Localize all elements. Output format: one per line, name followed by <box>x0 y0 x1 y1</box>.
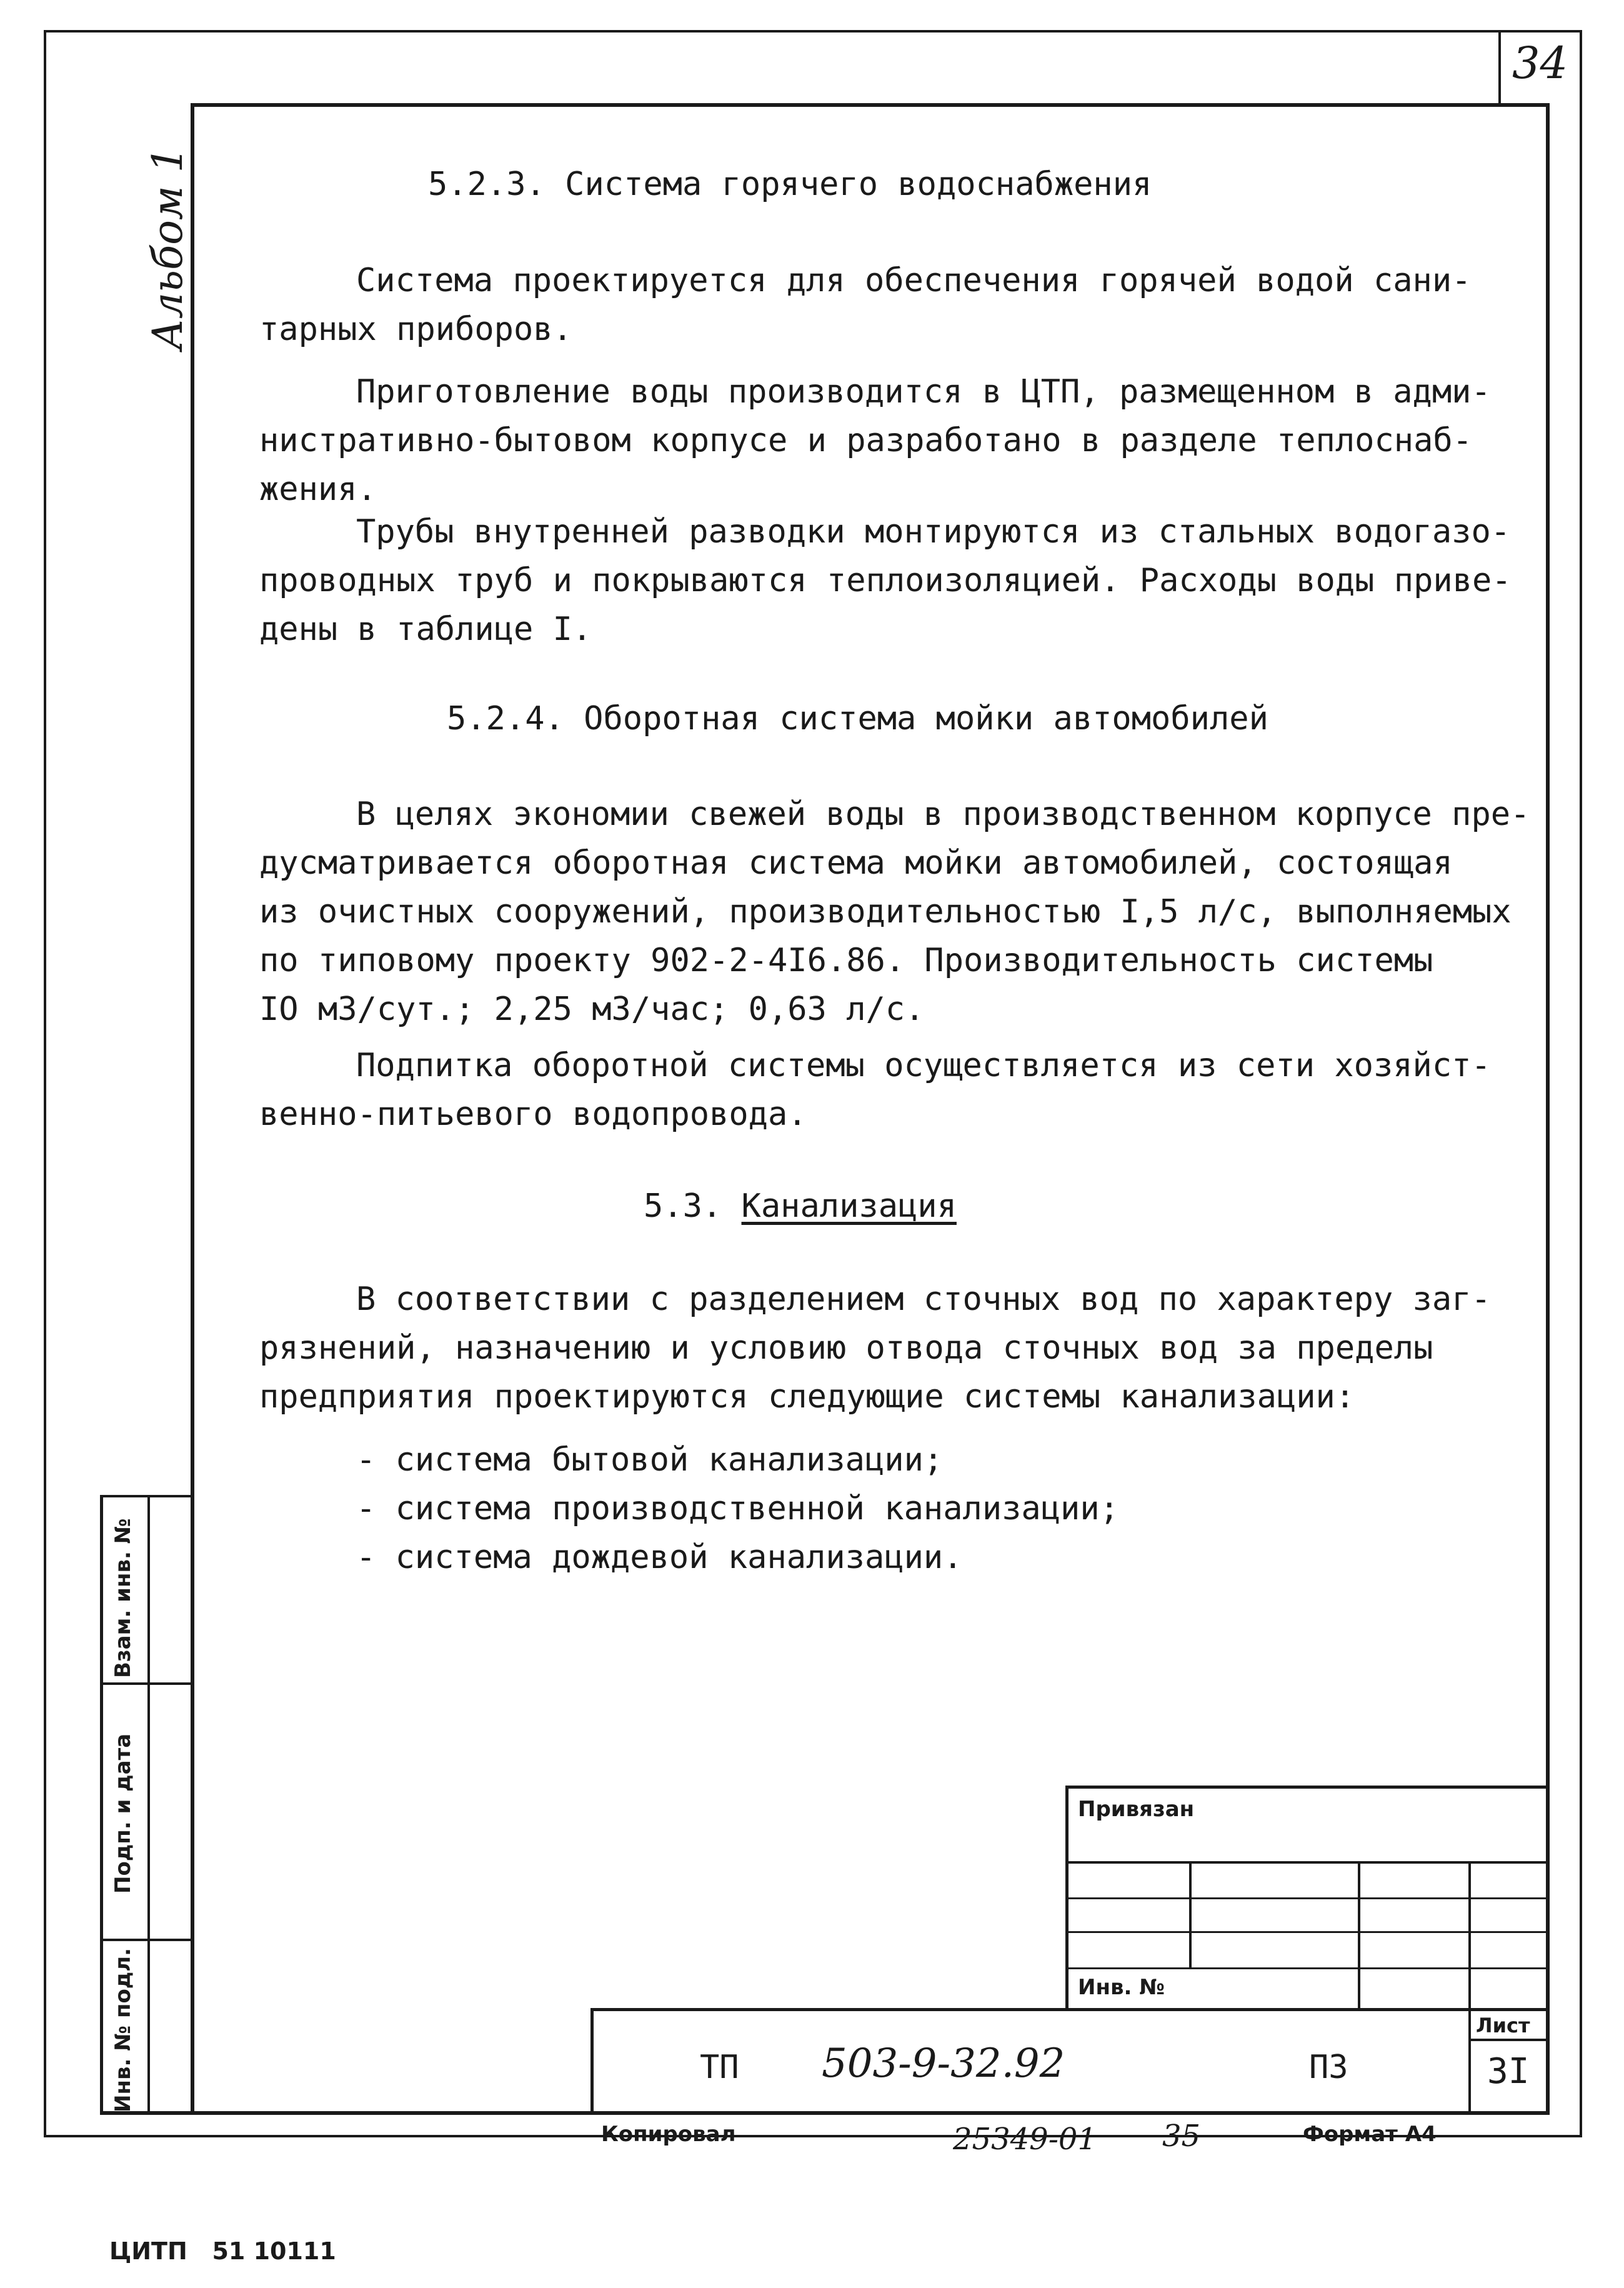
inv-no-label: Инв. № <box>1078 1975 1165 2000</box>
title-block-lower-left <box>590 2008 594 2114</box>
sheet-box-divider <box>1468 2039 1550 2041</box>
text-line: тарных приборов. <box>259 311 572 348</box>
footer-handwritten-number: 25349-01 <box>953 2122 1097 2157</box>
title-block-grid-v2 <box>1358 1861 1360 2011</box>
text-line: дены в таблице I. <box>259 611 592 648</box>
text-line: нистративно-бытовом корпусе и разработано в разделе теплоснаб- <box>259 422 1473 459</box>
outer-frame-right <box>1580 30 1582 2136</box>
title-block-grid-h2 <box>1065 1897 1550 1899</box>
side-stamp-inv-podl: Инв. № подл. <box>111 1947 136 2112</box>
inner-frame-left <box>191 103 194 2114</box>
sewerage-system-list <box>356 1436 1119 1582</box>
inner-frame-top <box>191 103 1550 107</box>
paragraph-hot-water-2 <box>259 367 1491 514</box>
title-block-lower-top <box>590 2008 1550 2011</box>
heading-car-wash: 5.2.4. Оборотная система мойки автомобилей <box>447 700 1268 737</box>
text-line: предприятия проектируются следующие системы канализации: <box>259 1378 1355 1416</box>
inner-frame-bottom <box>100 2111 1550 2115</box>
list-item: - система дождевой канализации. <box>356 1539 963 1576</box>
handwritten-page-number: 34 <box>1512 37 1568 89</box>
heading-sewerage-number: 5.3. <box>644 1187 722 1225</box>
text-line: из очистных сооружений, производительностью I,5 л/с, выполняемых <box>259 893 1512 931</box>
kopiroval-label: Копировал <box>601 2122 736 2147</box>
text-line: В соответствии с разделением сточных вод по характеру заг- <box>356 1281 1491 1318</box>
footer-handwritten-page: 35 <box>1162 2119 1201 2154</box>
code-suffix: ПЗ <box>1309 2049 1348 2086</box>
paragraph-hot-water-3 <box>259 507 1512 654</box>
heading-sewerage <box>644 1187 957 1225</box>
code-prefix: ТП <box>700 2049 739 2086</box>
text-line: В целях экономии свежей воды в производственном корпусе пре- <box>356 796 1530 833</box>
format-label: Формат А4 <box>1303 2122 1437 2147</box>
inner-frame-right <box>1546 103 1550 2114</box>
side-stamp-sep2 <box>100 1939 194 1941</box>
paragraph-sewerage <box>259 1275 1491 1421</box>
text-line: Подпитка оборотной системы осуществляется из сети хозяйст- <box>356 1047 1491 1084</box>
text-line: Трубы внутренней разводки монтируются из стальных водогазо- <box>356 513 1511 551</box>
text-line: IO м3/сут.; 2,25 м3/час; 0,63 л/с. <box>259 991 925 1028</box>
list-label: Лист <box>1476 2014 1530 2037</box>
title-block-grid-v1 <box>1189 1861 1192 1969</box>
sheet-number: 3I <box>1487 2051 1530 2092</box>
text-line: проводных труб и покрываются теплоизоляцией. Расходы воды приве- <box>259 562 1512 599</box>
page-number-box-left <box>1498 30 1501 105</box>
title-block-grid-h3 <box>1065 1931 1550 1933</box>
footer-stamp: ЦИТП 51 10111 <box>109 2237 336 2265</box>
outer-frame-left <box>44 30 46 2136</box>
side-stamp-top <box>100 1495 194 1497</box>
paragraph-hot-water-1 <box>259 256 1471 354</box>
side-stamp-left <box>100 1495 103 2114</box>
text-line: венно-питьевого водопровода. <box>259 1096 807 1133</box>
side-stamp-sep1 <box>100 1682 194 1685</box>
title-block-grid-h1 <box>1065 1861 1550 1864</box>
privyazan-label: Привязан <box>1078 1797 1195 1822</box>
paragraph-car-wash-1 <box>259 790 1530 1034</box>
title-block-upper-top <box>1065 1786 1550 1789</box>
side-stamp-vzam-inv: Взам. инв. № <box>111 1518 136 1678</box>
side-stamp-divider <box>147 1495 150 2114</box>
text-line: рязнений, назначению и условию отвода сточных вод за пределы <box>259 1329 1433 1367</box>
outer-frame-top <box>44 30 1582 32</box>
side-stamp-podp-data: Подп. и дата <box>111 1733 136 1894</box>
text-line: Система проектируется для обеспечения горячей водой сани- <box>356 262 1472 299</box>
album-label: Альбом 1 <box>144 146 192 350</box>
title-block-grid-h4 <box>1065 1967 1550 1969</box>
text-line: Приготовление воды производится в ЦТП, размещенном в адми- <box>356 373 1491 411</box>
code-handwritten: 503-9-32.92 <box>822 2041 1065 2087</box>
paragraph-car-wash-2 <box>259 1041 1491 1139</box>
title-block-grid-v3 <box>1468 1861 1471 2011</box>
heading-hot-water: 5.2.3. Система горячего водоснабжения <box>428 166 1152 203</box>
list-item: - система бытовой канализации; <box>356 1441 944 1479</box>
heading-sewerage-title: Канализация <box>741 1187 957 1225</box>
text-line: жения. <box>259 471 377 508</box>
sheet-box-left <box>1468 2008 1471 2114</box>
text-line: по типовому проекту 902-2-4I6.86. Производительность системы <box>259 942 1433 979</box>
list-item: - система производственной канализации; <box>356 1490 1119 1527</box>
text-line: дусматривается оборотная система мойки автомобилей, состоящая <box>259 844 1453 882</box>
